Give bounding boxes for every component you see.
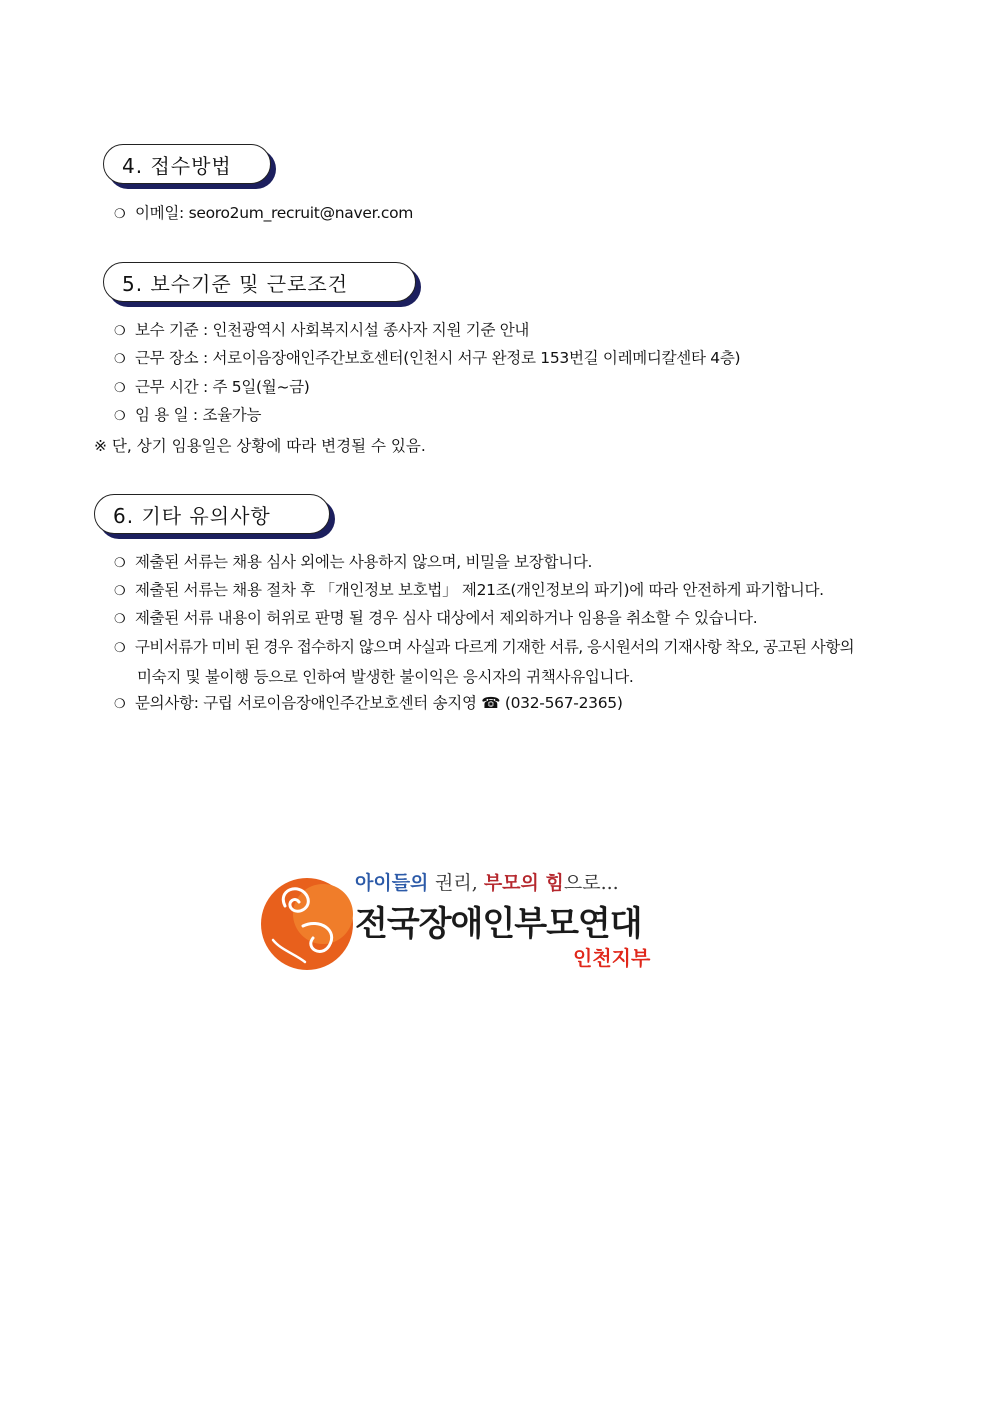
section-4-title: 4. 접수방법 bbox=[103, 144, 271, 184]
email-text: 이메일: seoro2um_recruit@naver.com bbox=[135, 204, 414, 222]
bullet-icon: ❍ bbox=[114, 409, 126, 424]
bullet-icon: ❍ bbox=[114, 556, 126, 571]
list-item bbox=[114, 637, 854, 659]
emblem-highlight bbox=[293, 884, 353, 944]
bullet-icon: ❍ bbox=[114, 584, 126, 599]
logo-branch-name: 인천지부 bbox=[573, 946, 651, 970]
list-item bbox=[114, 348, 740, 370]
list-item-text: 근무 시간 : 주 5일(월~금) bbox=[135, 378, 310, 396]
section-5-header bbox=[103, 262, 416, 302]
list-item bbox=[114, 580, 824, 602]
slogan-part: 부모의 힘 bbox=[483, 872, 564, 894]
list-item-text: 제출된 서류는 채용 심사 외에는 사용하지 않으며, 비밀을 보장합니다. bbox=[135, 553, 593, 571]
bullet-icon: ❍ bbox=[114, 352, 126, 367]
section-6-title: 6. 기타 유의사항 bbox=[94, 494, 330, 534]
list-item-text: 근무 장소 : 서로이음장애인주간보호센터(인천시 서구 완정로 153번길 이레메디칼센타 4층) bbox=[135, 349, 741, 367]
contact-text: 문의사항: 구립 서로이음장애인주간보호센터 송지영 ☎ (032-567-2365) bbox=[135, 694, 623, 712]
list-item bbox=[114, 405, 261, 427]
list-item-text: 보수 기준 : 인천광역시 사회복지시설 종사자 지원 기준 안내 bbox=[135, 321, 530, 339]
slogan-part: 으로... bbox=[563, 872, 619, 894]
logo-organization-name: 전국장애인부모연대 bbox=[355, 904, 642, 944]
logo-slogan bbox=[355, 868, 619, 895]
orange-swirl-emblem bbox=[255, 870, 359, 974]
bullet-icon: ❍ bbox=[114, 612, 126, 627]
list-item-text: 제출된 서류는 채용 절차 후 「개인정보 보호법」 제21조(개인정보의 파기)에 따라 안전하게 파기합니다. bbox=[135, 581, 824, 599]
bullet-icon: ❍ bbox=[114, 697, 126, 712]
bullet-icon: ❍ bbox=[114, 381, 126, 396]
bullet-icon: ❍ bbox=[114, 324, 126, 339]
list-item bbox=[114, 203, 413, 225]
section-5-note: ※ 단, 상기 임용일은 상황에 따라 변경될 수 있음. bbox=[94, 437, 426, 455]
list-item bbox=[114, 552, 592, 574]
bullet-icon: ❍ bbox=[114, 641, 126, 656]
slogan-part: 아이들의 bbox=[355, 872, 436, 894]
list-item bbox=[114, 377, 310, 399]
list-item bbox=[114, 320, 529, 342]
list-item bbox=[114, 608, 757, 630]
list-item-continuation: 미숙지 및 불이행 등으로 인하여 발생한 불이익은 응시자의 귀책사유입니다. bbox=[137, 668, 634, 686]
slogan-part: 권리, bbox=[435, 872, 484, 894]
section-5-title: 5. 보수기준 및 근로조건 bbox=[103, 262, 416, 302]
section-4-header bbox=[103, 144, 271, 184]
list-item-text: 구비서류가 미비 된 경우 접수하지 않으며 사실과 다르게 기재한 서류, 응시원서의 기재사항 착오, 공고된 사항의 bbox=[135, 638, 855, 656]
organization-logo bbox=[255, 862, 695, 972]
section-6-header bbox=[94, 494, 330, 534]
bullet-icon: ❍ bbox=[114, 207, 126, 222]
list-item-text: 제출된 서류 내용이 허위로 판명 될 경우 심사 대상에서 제외하거나 임용을 취소할 수 있습니다. bbox=[135, 609, 758, 627]
list-item bbox=[114, 693, 623, 715]
list-item-text: 임 용 일 : 조율가능 bbox=[135, 406, 262, 424]
